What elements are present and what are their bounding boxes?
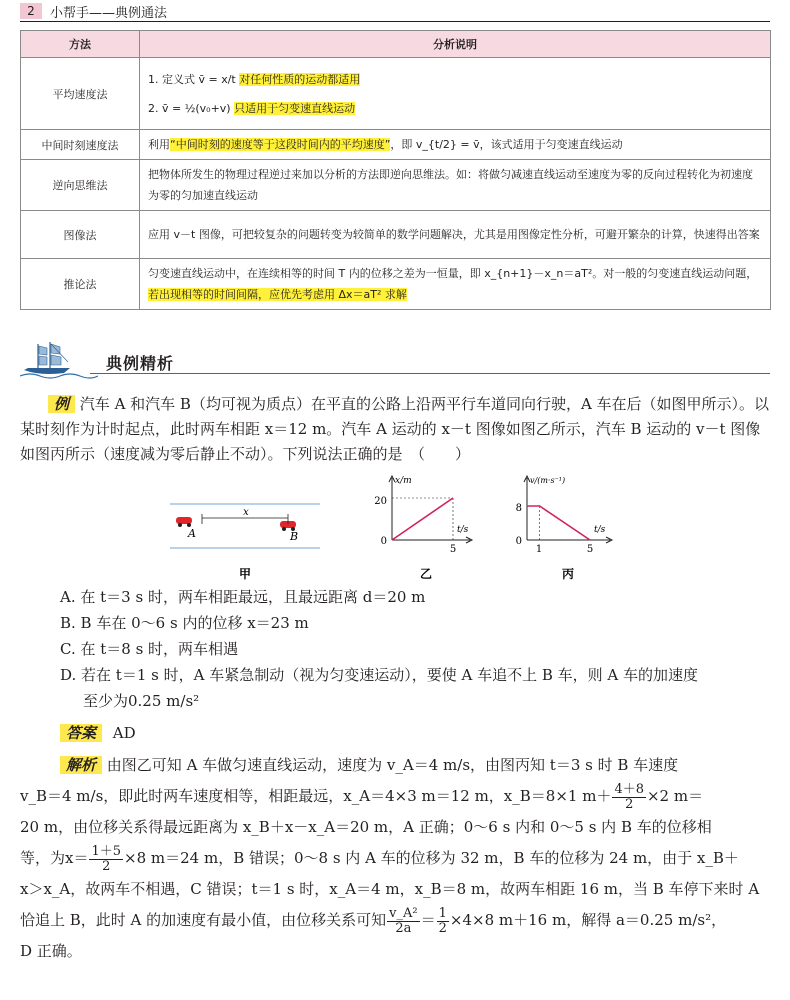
method-name: 推论法 (21, 259, 140, 310)
highlighted-text: “中间时刻的速度等于这段时间内的平均速度” (170, 138, 391, 151)
option-d-continued: 至少为0.25 m/s² (83, 692, 200, 710)
y-tick-label: 20 (374, 496, 387, 507)
options-list (60, 584, 770, 714)
chart-xt (374, 476, 472, 581)
solution-line: x＞x_A，故两车不相遇，C 错误；t＝1 s 时，x_A＝4 m，x_B＝8 m，故两车相距 16 m，当 B 车停下来时 A (20, 880, 760, 898)
section-rule (90, 373, 770, 374)
x-tick-label: 5 (586, 544, 594, 555)
method-analysis (140, 259, 771, 310)
caption-bing: 丙 (561, 567, 575, 581)
figures (170, 474, 620, 584)
method-name: 中间时刻速度法 (21, 130, 140, 160)
table-row (21, 211, 771, 259)
method-analysis: 把物体所发生的物理过程逆过来加以分析的方法即逆向思维法。如：将做匀减速直线运动至速度为零的反向过程转化为初速度为零的匀加速直线运动 (140, 160, 771, 211)
y-axis-label: v/(m·s⁻¹) (530, 476, 566, 485)
example-problem (20, 392, 770, 467)
fraction: $\frac{4+8}{2}$ (614, 781, 644, 812)
method-name: 图像法 (21, 211, 140, 259)
fraction: $\frac{\text{v\_A²}}{2a}$ (389, 905, 418, 936)
method-name: 平均速度法 (21, 58, 140, 130)
table-row (21, 259, 771, 310)
table-row (21, 130, 771, 160)
section-header (20, 340, 770, 380)
x-axis-label: t/s (594, 525, 606, 535)
fraction: $\frac{1+5}{2}$ (91, 843, 122, 874)
origin-label: 0 (380, 536, 387, 547)
option-d: D. 若在 t＝1 s 时，A 车紧急制动（视为匀变速运动），要使 A 车追不上 B 车，则 A 车的加速度 (60, 666, 699, 684)
car-a-label: A (188, 527, 196, 540)
solution-line: 等，为x＝ $\frac{1+5}{2}$ ×8 m＝24 m，B 错误；0～8 s 内 A 车的位移为 32 m，B 车的位移为 24 m，由于 x_B＋ (20, 843, 739, 874)
gap-label: x (243, 507, 249, 518)
solution-line: 20 m，由位移关系得最远距离为 x_B＋x－x_A＝20 m，A 正确；0～6 s 内和 0～5 s 内 B 车的位移相 (20, 818, 712, 836)
solution-label: 解析 (60, 756, 102, 774)
table-row (21, 160, 771, 211)
method-analysis (140, 58, 771, 130)
header-title: 小帮手——典例通法 (50, 6, 168, 21)
caption-jia: 甲 (238, 567, 252, 581)
solution (20, 750, 770, 967)
option-a: A. 在 t＝3 s 时，两车相距最远，且最远距离 d＝20 m (60, 588, 426, 606)
methods-table (20, 30, 771, 310)
col-header-method: 方法 (21, 31, 140, 58)
answer-label: 答案 (60, 724, 102, 742)
x-tick-label: 5 (449, 544, 457, 555)
series-line (392, 498, 453, 540)
analysis-text: 1. 定义式 v̄ = x/t (148, 72, 240, 86)
x-axis-label: t/s (457, 525, 469, 535)
analysis-text: 利用 (148, 138, 170, 151)
option-b: B. B 车在 0～6 s 内的位移 x＝23 m (60, 614, 309, 632)
fraction: $\frac{1}{2}$ (438, 905, 447, 936)
analysis-text: 2. v̄ = ½(v₀+v) (148, 101, 235, 115)
solution-line: 恰追上 B，此时 A 的加速度有最小值，由位移关系可知 $\frac{\text{v\_A²}}{2a}$ ＝ $\frac{1}{2}$ ×4×8 m＋16 m，解得 a＝0.25 m/s²， (20, 905, 727, 936)
highlighted-text: 只适用于匀变速直线运动 (234, 101, 356, 115)
analysis-text: ，即 v_{t/2} = v̄，该式适用于匀变速直线运动 (390, 138, 623, 151)
header-rule (20, 21, 770, 22)
col-header-analysis: 分析说明 (140, 31, 771, 58)
answer-value: AD (112, 724, 136, 742)
section-title: 典例精析 (106, 354, 175, 373)
method-analysis (140, 130, 771, 160)
option-c: C. 在 t＝8 s 时，两车相遇 (60, 640, 239, 658)
highlighted-text: 若出现相等的时间间隔，应优先考虑用 Δx＝aT² 求解 (148, 288, 407, 301)
example-label: 例 (48, 395, 75, 413)
x-tick-label: 1 (535, 544, 543, 555)
answer (60, 722, 136, 743)
solution-line: D 正确。 (20, 942, 82, 960)
series-line (527, 506, 590, 540)
chart-vt (516, 476, 612, 581)
table-header-row (21, 31, 771, 58)
caption-yi: 乙 (419, 567, 433, 581)
car-a-icon (176, 517, 192, 527)
figure-jia (170, 504, 320, 581)
solution-line: v_B＝4 m/s，即此时两车速度相等，相距最远，x_A＝4×3 m＝12 m，x_B＝8×1 m＋ $\frac{4+8}{2}$ ×2 m＝ (20, 781, 704, 812)
page-number: 2 (20, 3, 42, 19)
solution-line: 解析 由图乙可知 A 车做匀速直线运动，速度为 v_A＝4 m/s，由图丙知 t＝3 s 时 B 车速度 (20, 750, 770, 781)
table-row (21, 58, 771, 130)
y-tick-label: 8 (515, 503, 522, 514)
analysis-text: 匀变速直线运动中，在连续相等的时间 T 内的位移之差为一恒量，即 x_{n+1}－x_n＝aT²。对一般的匀变速直线运动问题， (148, 267, 758, 280)
problem-text: 汽车 A 和汽车 B（均可视为质点）在平直的公路上沿两平行车道同向行驶，A 车在后（如图甲所示）。以某时刻作为计时起点，此时两车相距 x＝12 m。汽车 A 运动的 x－t 图像如图乙所示，汽车 B 运动的 v－t 图像如图丙所示（速度减为零后静止不动）。下列说法正确的是 （ ） (20, 395, 770, 463)
method-name: 逆向思维法 (21, 160, 140, 211)
highlighted-text: 对任何性质的运动都适用 (239, 72, 361, 86)
sailing-ship-icon (20, 340, 98, 380)
page-header (20, 0, 770, 20)
origin-label: 0 (515, 536, 522, 547)
car-b-label: B (290, 530, 299, 543)
method-analysis: 应用 v－t 图像，可把较复杂的问题转变为较简单的数学问题解决，尤其是用图像定性分析，可避开繁杂的计算，快速得出答案 (140, 211, 771, 259)
y-axis-label: x/m (395, 476, 412, 486)
